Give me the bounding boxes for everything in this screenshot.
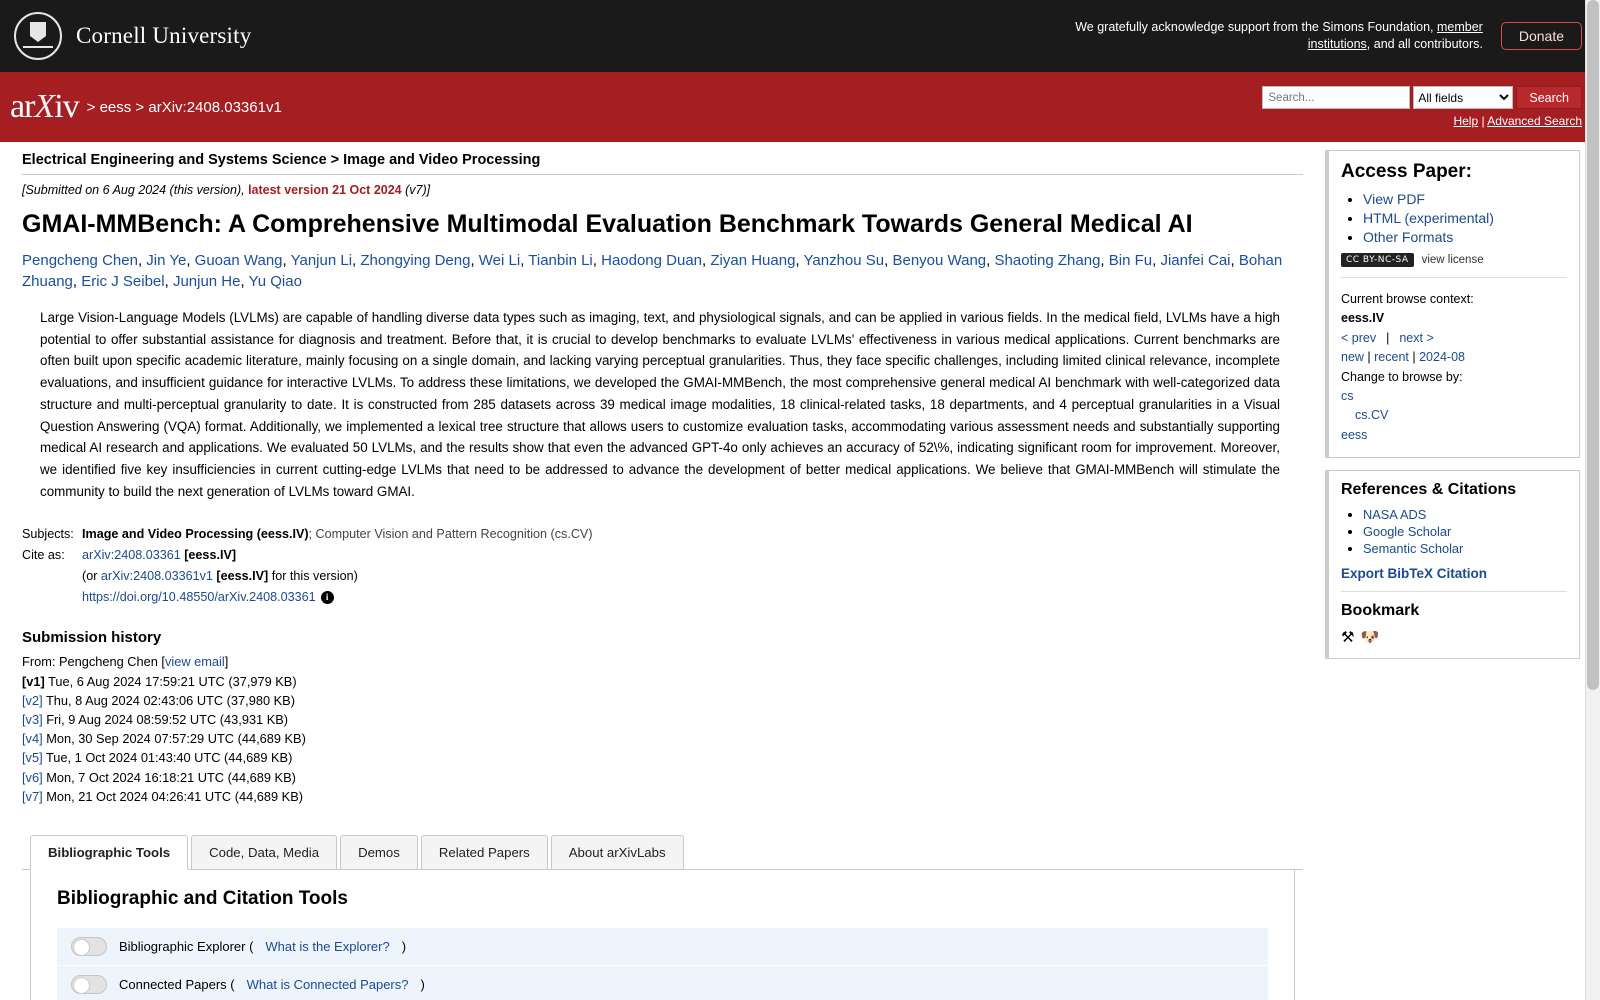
version-text: Fri, 9 Aug 2024 08:59:52 UTC (43,931 KB) bbox=[46, 711, 289, 727]
list-item bbox=[1363, 191, 1567, 207]
version-link[interactable]: [v4] bbox=[22, 731, 43, 747]
arxiv-brand-area bbox=[10, 88, 282, 126]
cite-version-category: [eess.IV] bbox=[216, 568, 269, 583]
search-scope-select[interactable] bbox=[1413, 86, 1513, 109]
creative-commons-icon[interactable]: CC BY-NC-SA bbox=[1341, 253, 1414, 267]
list-item bbox=[1363, 524, 1567, 539]
from-label: From: Pengcheng Chen [ bbox=[22, 654, 165, 670]
list-item bbox=[1363, 507, 1567, 522]
version-text: Mon, 30 Sep 2024 07:57:29 UTC (44,689 KB) bbox=[46, 731, 306, 747]
view-license-label[interactable]: view license bbox=[1421, 254, 1484, 266]
cite-version-post: for this version) bbox=[268, 568, 358, 583]
cornell-university-label: Cornell University bbox=[76, 23, 252, 48]
reddit-icon[interactable]: 🐶 bbox=[1360, 629, 1380, 646]
next-link[interactable]: next > bbox=[1399, 330, 1434, 345]
from-close: ] bbox=[224, 654, 229, 670]
subjects-label: Subjects: bbox=[22, 527, 74, 542]
connected-papers-help-link[interactable]: What is Connected Papers? bbox=[246, 976, 409, 992]
help-link[interactable]: Help bbox=[1453, 114, 1479, 128]
page-body bbox=[0, 142, 1600, 1000]
right-sidebar bbox=[1325, 150, 1580, 671]
change-browse-label: Change to browse by: bbox=[1341, 369, 1463, 384]
cat-cs-link[interactable]: cs bbox=[1341, 388, 1354, 403]
semantic-scholar-link[interactable]: Semantic Scholar bbox=[1363, 541, 1464, 556]
version-link[interactable]: [v7] bbox=[22, 788, 43, 804]
submission-date-line bbox=[22, 183, 1303, 197]
version-link[interactable]: [v3] bbox=[22, 711, 43, 727]
author-link[interactable]: Jianfei Cai bbox=[1160, 251, 1231, 269]
submission-history-heading: Submission history bbox=[22, 629, 162, 647]
references-title: References & Citations bbox=[1341, 481, 1517, 498]
arxiv-logo[interactable]: arXiv bbox=[10, 88, 79, 125]
submitted-suffix: (v7)] bbox=[401, 183, 431, 197]
version-link[interactable]: [v6] bbox=[22, 769, 43, 785]
author-link[interactable]: Yu Qiao bbox=[248, 273, 302, 291]
tab-demos[interactable]: Demos bbox=[340, 835, 418, 869]
license-row bbox=[1341, 253, 1567, 267]
author-link[interactable]: Pengcheng Chen bbox=[22, 251, 138, 269]
browse-context bbox=[1341, 290, 1567, 445]
explorer-help-link[interactable]: What is the Explorer? bbox=[265, 938, 390, 954]
recent-link[interactable]: recent bbox=[1374, 350, 1409, 365]
version-link[interactable]: [v5] bbox=[22, 750, 43, 766]
version-row bbox=[22, 710, 1303, 729]
cite-id-link[interactable]: arXiv:2408.03361 bbox=[82, 548, 181, 563]
cite-row bbox=[22, 545, 1303, 607]
version-text: Mon, 7 Oct 2024 16:18:21 UTC (44,689 KB) bbox=[46, 769, 296, 785]
subjects-value bbox=[82, 524, 593, 545]
divider bbox=[1341, 591, 1567, 592]
author-link[interactable]: Yanzhou Su bbox=[803, 251, 885, 269]
html-experimental-link[interactable]: HTML (experimental) bbox=[1363, 210, 1494, 226]
cat-eess-link[interactable]: eess bbox=[1341, 427, 1368, 442]
tab-about-arxivlabs[interactable]: About arXivLabs bbox=[551, 835, 684, 869]
version-row bbox=[22, 748, 1303, 767]
ack-prefix: We gratefully acknowledge support from the Simons Foundation, bbox=[1075, 20, 1437, 35]
nasa-ads-link[interactable]: NASA ADS bbox=[1363, 507, 1427, 522]
version-row bbox=[22, 787, 1303, 806]
ack-suffix: , and all contributors. bbox=[1366, 37, 1483, 51]
list-item bbox=[1363, 210, 1567, 226]
acknowledgement-text bbox=[1063, 19, 1483, 53]
author-link[interactable]: Tianbin Li bbox=[528, 251, 593, 269]
breadcrumb[interactable]: > eess > arXiv:2408.03361v1 bbox=[86, 98, 282, 116]
author-link[interactable]: Eric J Seibel bbox=[81, 273, 165, 291]
tab-bibliographic-tools[interactable]: Bibliographic Tools bbox=[30, 835, 188, 870]
from-line bbox=[22, 652, 1303, 671]
bibsonomy-icon[interactable]: ⚒ bbox=[1341, 629, 1355, 646]
version-row bbox=[22, 768, 1303, 787]
tab-code-data-media[interactable]: Code, Data, Media bbox=[191, 835, 337, 869]
secondary-subject: ; Computer Vision and Pattern Recognition (cs.CV) bbox=[308, 527, 593, 542]
page-title: GMAI-MMBench: A Comprehensive Multimodal Evaluation Benchmark Towards General Medical AI bbox=[22, 210, 1193, 238]
nav-divider: | bbox=[1386, 330, 1390, 345]
version-row bbox=[22, 691, 1303, 710]
main-content bbox=[0, 142, 1325, 1000]
references-list bbox=[1341, 507, 1567, 556]
view-email-link[interactable]: view email bbox=[164, 654, 225, 670]
version-text: Tue, 6 Aug 2024 17:59:21 UTC (37,979 KB) bbox=[48, 673, 297, 689]
cite-version-pre: (or bbox=[82, 568, 101, 583]
paper-metadata bbox=[22, 524, 1303, 607]
doi-line bbox=[82, 587, 358, 608]
author-link[interactable]: Guoan Wang bbox=[194, 251, 283, 269]
browse-cat-eess bbox=[1341, 426, 1567, 445]
new-link[interactable]: new bbox=[1341, 350, 1364, 365]
cite-label: Cite as: bbox=[22, 548, 65, 563]
version-text: Thu, 8 Aug 2024 02:43:06 UTC (37,980 KB) bbox=[45, 692, 295, 708]
page-scrollbar[interactable] bbox=[1585, 0, 1600, 1000]
scrollbar-thumb[interactable] bbox=[1587, 0, 1599, 690]
browse-cat-cscv bbox=[1355, 406, 1567, 425]
view-pdf-link[interactable]: View PDF bbox=[1363, 191, 1425, 207]
doi-link[interactable]: https://doi.org/10.48550/arXiv.2408.03361 bbox=[82, 589, 316, 604]
cite-version-line bbox=[82, 566, 358, 587]
cornell-support bbox=[1063, 19, 1582, 53]
references-citations-box bbox=[1325, 470, 1580, 659]
cite-version-link[interactable]: arXiv:2408.03361v1 bbox=[100, 568, 213, 583]
other-formats-link[interactable]: Other Formats bbox=[1363, 229, 1454, 245]
author-list: Pengcheng Chen, Jin Ye, Guoan Wang, Yanjun Li, Zhongying Deng, Wei Li, Tianbin Li, Haodong Duan, Ziyan Huang, Yanzhou Su, Benyou Wang, Shaoting Zhang, Bin Fu, Jianfei Cai, Bohan Zhuang, Eric J Seibel, Junjun He, Yu Qiao bbox=[22, 251, 1283, 291]
bookmark-title: Bookmark bbox=[1341, 602, 1420, 619]
abstract-text: Large Vision-Language Models (LVLMs) are capable of handling diverse data types such as imaging, text, and physiological signals, and can be applied in various fields. In the medical field, LVLMs have a high potential to offer substantial assistance for diagnosis and treatment. Before that, it is crucial to develop benchmarks to evaluate LVLMs' effectiveness in various medical applications. Current benchmarks are often built upon specific academic literature, mainly focusing on a single domain, and lacking varying perceptual granularities. Thus, they face specific challenges, including limited clinical relevance, incomplete evaluations, and insufficient guidance for interactive LVLMs. To address these limitations, we developed the GMAI-MMBench, the most comprehensive general medical AI benchmark with well-categorized data structure and multi-perceptual granularity to date. It is constructed from 285 datasets across 39 medical image modalities, 18 clinical-related tasks, 18 departments, and 4 perceptual granularities in a Visual Question Answering (VQA) format. Additionally, we implemented a lexical tree structure that allows users to customize evaluation tasks, accommodating various assessment needs and substantially supporting medical AI research and applications. We evaluated 50 LVLMs, and the results show that even the advanced GPT-4o only achieves an accuracy of 52\%, indicating significant room for improvement. Moreover, we identified five key insufficiencies in current cutting-edge LVLMs that need to be addressed to advance the development of better medical applications. We believe that GMAI-MMBench will stimulate the community to build the next generation of LVLMs toward GMAI. bbox=[40, 310, 1280, 499]
divider bbox=[1341, 277, 1567, 278]
export-bibtex-link[interactable]: Export BibTeX Citation bbox=[1341, 566, 1488, 581]
advanced-search-link[interactable]: Advanced Search bbox=[1487, 114, 1582, 128]
tool-label-close: ) bbox=[420, 976, 425, 992]
info-icon[interactable]: i bbox=[321, 591, 334, 604]
browse-context-label: Current browse context: bbox=[1341, 292, 1474, 306]
author-link[interactable]: Bin Fu bbox=[1108, 251, 1153, 269]
connected-papers-toggle[interactable] bbox=[71, 975, 107, 994]
cornell-seal-icon bbox=[14, 12, 62, 60]
search-button[interactable]: Search bbox=[1516, 86, 1582, 109]
version-link[interactable]: [v2] bbox=[22, 692, 43, 708]
search-input[interactable] bbox=[1262, 86, 1410, 109]
tool-label-close: ) bbox=[401, 938, 407, 954]
list-item bbox=[1363, 541, 1567, 556]
tab-related-papers[interactable]: Related Papers bbox=[421, 835, 548, 869]
cat-cscv-link[interactable]: cs.CV bbox=[1355, 408, 1389, 423]
author-link[interactable]: Benyou Wang bbox=[892, 251, 987, 269]
cornell-banner bbox=[0, 0, 1600, 72]
subjects-row bbox=[22, 524, 1303, 545]
list-item bbox=[1363, 229, 1567, 245]
tool-row-bibliographic-explorer bbox=[57, 928, 1268, 966]
author-link[interactable]: Zhongying Deng bbox=[360, 251, 471, 269]
tab-panel-bibliographic bbox=[30, 870, 1295, 1000]
cornell-brand[interactable] bbox=[14, 12, 251, 60]
month-link[interactable]: 2024-08 bbox=[1419, 350, 1465, 365]
cite-values bbox=[82, 545, 358, 607]
cite-category: [eess.IV] bbox=[184, 548, 237, 563]
version-row bbox=[22, 672, 1303, 691]
subject-breadcrumb: Electrical Engineering and Systems Science > Image and Video Processing bbox=[22, 142, 1303, 175]
access-paper-box bbox=[1325, 150, 1580, 458]
prev-link[interactable]: < prev bbox=[1341, 330, 1377, 345]
labs-tabs bbox=[22, 834, 1303, 870]
search-row bbox=[1262, 86, 1582, 109]
browse-cat-cs bbox=[1341, 387, 1567, 406]
panel-title: Bibliographic and Citation Tools bbox=[57, 887, 348, 909]
tool-label: Bibliographic Explorer ( bbox=[119, 938, 254, 954]
prev-next-row bbox=[1341, 329, 1567, 348]
tool-label: Connected Papers ( bbox=[119, 976, 235, 992]
version-text: Tue, 1 Oct 2024 01:43:40 UTC (44,689 KB) bbox=[45, 750, 293, 766]
submitted-prefix: [Submitted on 6 Aug 2024 (this version), bbox=[22, 183, 249, 197]
tool-row-connected-papers bbox=[57, 966, 1268, 1000]
author-link[interactable]: Junjun He bbox=[172, 273, 241, 291]
version-row bbox=[22, 729, 1303, 748]
donate-button[interactable]: Donate bbox=[1501, 22, 1582, 50]
latest-version-link[interactable]: latest version 21 Oct 2024 bbox=[248, 183, 402, 197]
author-link[interactable]: Ziyan Huang bbox=[710, 251, 796, 269]
search-links bbox=[1453, 114, 1582, 128]
access-paper-list bbox=[1341, 191, 1567, 245]
new-recent-row: new | recent | 2024-08 bbox=[1341, 350, 1465, 365]
bibliographic-explorer-toggle[interactable] bbox=[71, 937, 107, 956]
links-divider: | bbox=[1481, 114, 1485, 128]
access-paper-title: Access Paper: bbox=[1341, 161, 1472, 182]
author-link[interactable]: Bohan Zhuang bbox=[22, 251, 1283, 291]
search-area bbox=[1262, 86, 1582, 128]
primary-subject: Image and Video Processing (eess.IV) bbox=[82, 527, 309, 542]
browse-context-value: eess.IV bbox=[1341, 311, 1385, 326]
arxiv-header bbox=[0, 72, 1600, 142]
version-text: Mon, 21 Oct 2024 04:26:41 UTC (44,689 KB) bbox=[46, 788, 303, 804]
author-link[interactable]: Shaoting Zhang bbox=[994, 251, 1101, 269]
cite-line bbox=[82, 545, 358, 566]
author-link[interactable]: Haodong Duan bbox=[601, 251, 703, 269]
author-link[interactable]: Yanjun Li bbox=[290, 251, 353, 269]
google-scholar-link[interactable]: Google Scholar bbox=[1363, 524, 1452, 539]
version-label: [v1] bbox=[22, 673, 45, 689]
author-link[interactable]: Wei Li bbox=[478, 251, 521, 269]
member-institutions-link[interactable]: member institutions bbox=[1307, 20, 1483, 51]
bookmark-icons bbox=[1341, 628, 1567, 646]
author-link[interactable]: Jin Ye bbox=[146, 251, 187, 269]
